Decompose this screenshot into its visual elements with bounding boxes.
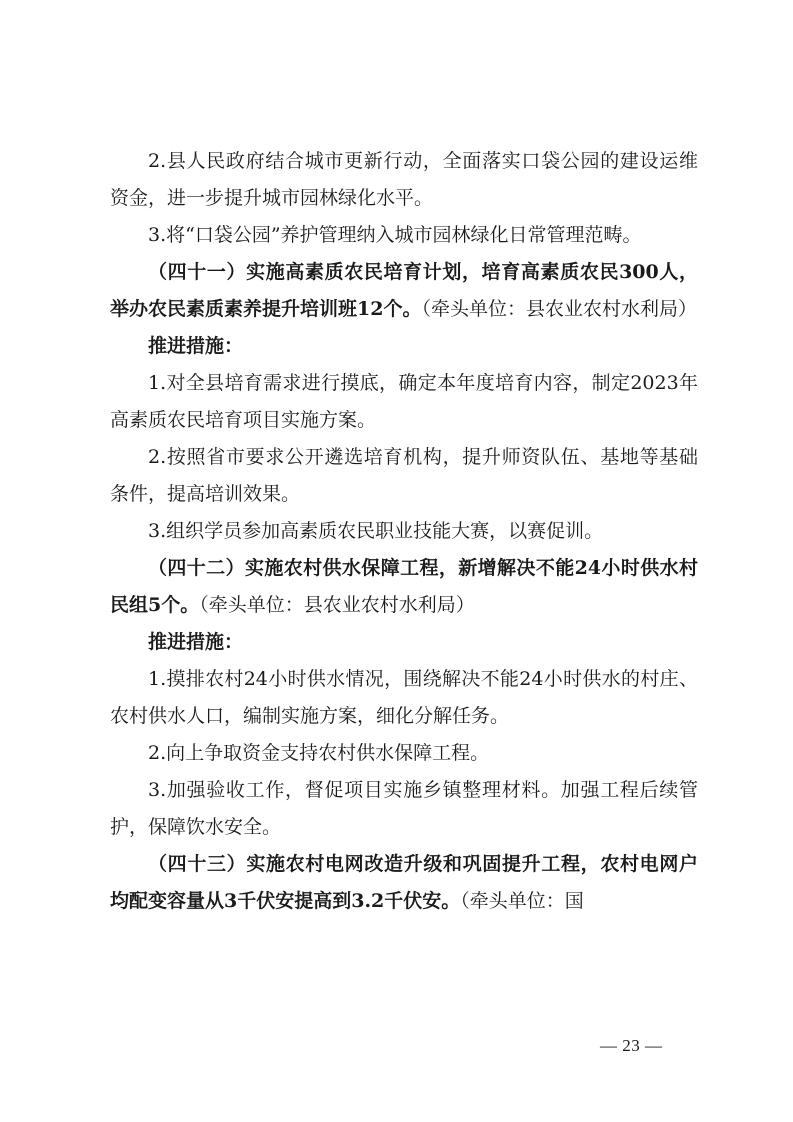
- paragraph: 2.县人民政府结合城市更新行动，全面落实口袋公园的建设运维资金，进一步提升城市园林绿化水平。: [110, 150, 698, 209]
- paragraph: 2.按照省市要求公开遴选培育机构，提升师资队伍、基地等基础条件，提高培训效果。: [110, 446, 698, 505]
- heading-lead-unit: （牵头单位：县农业农村水利局）: [199, 594, 475, 616]
- heading-bold-text: （四十二）实施农村供水保障工程，新增解决不能24小时供水村民组5个。: [110, 557, 698, 616]
- page-number: — 23 —: [600, 1036, 663, 1055]
- section-heading-43: [110, 846, 698, 920]
- paragraph: 2.向上争取资金支持农村供水保障工程。: [148, 742, 490, 764]
- paragraph: 3.组织学员参加高素质农民职业技能大赛，以赛促训。: [148, 520, 604, 542]
- paragraph: 1.对全县培育需求进行摸底，确定本年度培育内容，制定2023年高素质农民培育项目实施方案。: [110, 372, 698, 431]
- section-heading-42: [110, 550, 698, 624]
- heading-lead-unit: （牵头单位：国: [460, 890, 584, 912]
- heading-bold-text: （四十三）实施农村电网改造升级和巩固提升工程，农村电网户均配变容量从3千伏安提高到3.2千伏安。: [110, 853, 698, 912]
- section-heading-41: [110, 254, 698, 328]
- paragraph: 3.将“口袋公园”养护管理纳入城市园林绿化日常管理范畴。: [148, 224, 642, 246]
- subheading: 推进措施：: [148, 631, 244, 653]
- subheading: 推进措施：: [148, 335, 244, 357]
- heading-lead-unit: （牵头单位：县农业农村水利局）: [421, 298, 697, 320]
- paragraph: 1.摸排农村24小时供水情况，围绕解决不能24小时供水的村庄、农村供水人口，编制实施方案，细化分解任务。: [110, 668, 698, 727]
- paragraph: 3.加强验收工作，督促项目实施乡镇整理材料。加强工程后续管护，保障饮水安全。: [110, 779, 698, 838]
- document-body: [110, 143, 698, 920]
- heading-bold-text: （四十一）实施高素质农民培育计划，培育高素质农民300人，举办农民素质素养提升培训班12个。: [110, 261, 698, 320]
